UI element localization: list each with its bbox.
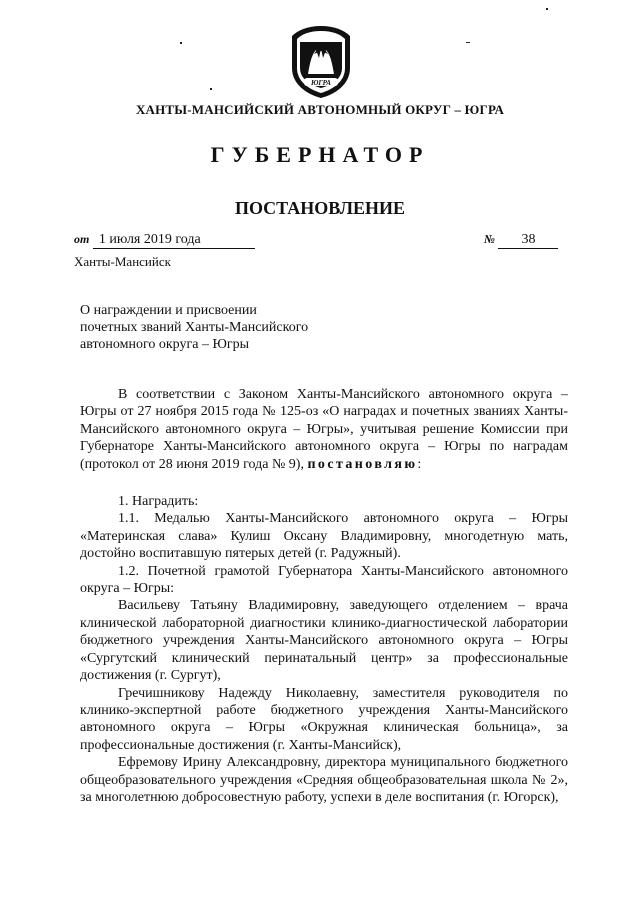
scan-speck xyxy=(180,42,182,44)
scan-speck xyxy=(546,8,548,10)
number-sign: № xyxy=(484,232,495,246)
list-item: 1. Наградить: xyxy=(118,494,199,510)
list-item: Ефремову Ирину Александровну, директора муниципального бюджетного общеобразовательного учреждения «Средняя общеобразовательная школа № 2», за многолетнюю добросовестную работу, успехи в деле воспитания (г. Югорск), xyxy=(80,755,568,805)
document-date: 1 июля 2019 года xyxy=(93,232,255,249)
date-prefix: от xyxy=(74,232,90,246)
list-item: Васильеву Татьяну Владимировну, заведующего отделением – врача клинической лабораторной диагностики клинико-диагностической лаборатории бюджетного учреждения Ханты-Мансийского автономного округа – Югры «Сургутский клинический перинатальный центр» за профессиональные достижения (г. Сургут), xyxy=(80,598,568,684)
list-item: 1.1. Медалью Ханты-Мансийского автономного округа – Югры «Материнская слава» Кулиш Оксану Владимировну, многодетную мать, достойно воспитавшую пятерых детей (г. Радужный). xyxy=(80,511,568,562)
list-item: 1.2. Почетной грамотой Губернатора Ханты-Мансийского автономного округа – Югры: xyxy=(80,563,568,597)
document-type: ПОСТАНОВЛЕНИЕ xyxy=(234,198,406,218)
decree-word: постановляю xyxy=(307,456,418,472)
subject-block xyxy=(80,302,380,353)
emblem-label: ЮГРА xyxy=(311,79,331,87)
list-item: Гречишникову Надежду Николаевну, заместителя руководителя по клинико-экспертной работе бюджетного учреждения Ханты-Мансийского автономного округа – Югры «Окружная клиническая больница», за профессиональные достижения (г. Ханты-Мансийск), xyxy=(80,685,568,753)
date-line xyxy=(74,232,255,249)
intro-paragraph xyxy=(80,386,568,473)
region-title: ХАНТЫ-МАНСИЙСКИЙ АВТОНОМНЫЙ ОКРУГ – ЮГРА xyxy=(135,102,505,117)
governor-title: ГУБЕРНАТОР xyxy=(210,142,430,167)
scan-speck xyxy=(466,42,470,43)
intro-text: В соответствии с Законом Ханты-Мансийского автономного округа – Югры от 27 ноября 2015 года № 125-оз «О наградах и почетных званиях Ханты-Мансийского автономного округа – Югры», учитывая решение Комиссии при Губернаторе Ханты-Мансийского автономного округа – Югры по наградам (протокол от 28 июня 2019 года № 9), xyxy=(80,387,568,472)
document-number: 38 xyxy=(498,232,558,249)
coat-of-arms-emblem xyxy=(286,24,356,100)
number-line xyxy=(484,232,558,249)
subject-line: О награждении и присвоении xyxy=(80,303,257,318)
issue-city: Ханты-Мансийск xyxy=(74,254,171,269)
subject-line: автономного округа – Югры xyxy=(80,337,249,352)
document-body xyxy=(80,386,568,806)
subject-line: почетных званий Ханты-Мансийского xyxy=(80,320,309,335)
scan-speck xyxy=(210,88,212,90)
decree-suffix: : xyxy=(417,456,422,472)
